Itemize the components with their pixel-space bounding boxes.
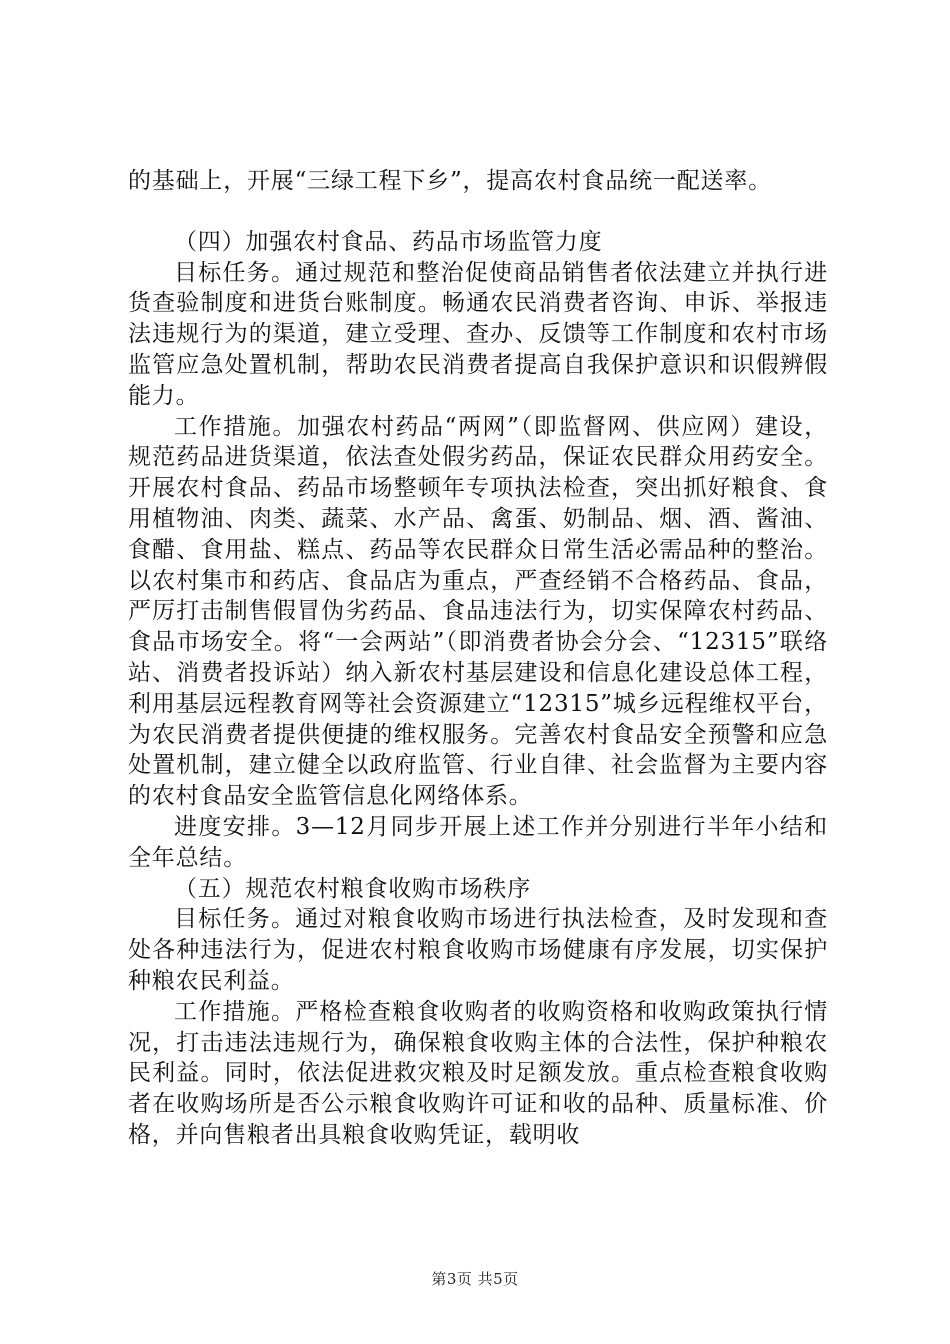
paragraph-work-measures-5: 工作措施。严格检查粮食收购者的收购资格和收购政策执行情况，打击违法违规行为，确保粮食收购主体的合法性，保护种粮农民利益。同时，依法促进救灾粮及时足额发放。重点检查粮食收购者在收购场所是否公示粮食收购许可证和收的品种、质量标准、价格，并向售粮者出具粮食收购凭证，载明收 xyxy=(128,998,828,1148)
section-heading-4: （四）加强农村食品、药品市场监管力度 xyxy=(174,228,603,255)
paragraph-target-task-5: 目标任务。通过对粮食收购市场进行执法检查，及时发现和查处各种违法行为，促进农村粮食收购市场健康有序发展，切实保护种粮农民利益。 xyxy=(128,906,828,994)
page-number-footer: 第3页 共5页 xyxy=(431,1270,519,1288)
document-body xyxy=(128,166,828,1151)
paragraph-work-measures-4: 工作措施。加强农村药品“两网”（即监督网、供应网）建设，规范药品进货渠道，依法查处假劣药品，保证农民群众用药安全。开展农村食品、药品市场整顿年专项执法检查，突出抓好粮食、食用植物油、肉类、蔬菜、水产品、禽蛋、奶制品、烟、酒、酱油、食醋、食用盐、糕点、药品等农民群众日常生活必需品种的整治。以农村集市和药店、食品店为重点，严查经销不合格药品、食品，严厉打击制售假冒伪劣药品、食品违法行为，切实保障农村药品、食品市场安全。将“一会两站”（即消费者协会分会、“12315”联络站、消费者投诉站）纳入新农村基层建设和信息化建设总体工程，利用基层远程教育网等社会资源建立“12315”城乡远程维权平台，为农民消费者提供便捷的维权服务。完善农村食品安全预警和应急处置机制，建立健全以政府监管、行业自律、社会监督为主要内容的农村食品安全监管信息化网络体系。 xyxy=(128,413,828,810)
paragraph-target-task-4: 目标任务。通过规范和整治促使商品销售者依法建立并执行进货查验制度和进货台账制度。畅通农民消费者咨询、申诉、举报违法违规行为的渠道，建立受理、查办、反馈等工作制度和农村市场监管应急处置机制，帮助农民消费者提高自我保护意识和识假辨假能力。 xyxy=(128,259,828,409)
paragraph-continuation: 的基础上，开展“三绿工程下乡”，提高农村食品统一配送率。 xyxy=(128,168,772,194)
section-heading-5: （五）规范农村粮食收购市场秩序 xyxy=(174,875,531,902)
paragraph-gap xyxy=(128,197,828,227)
paragraph-schedule-4: 进度安排。3—12月同步开展上述工作并分别进行半年小结和全年总结。 xyxy=(128,813,828,871)
